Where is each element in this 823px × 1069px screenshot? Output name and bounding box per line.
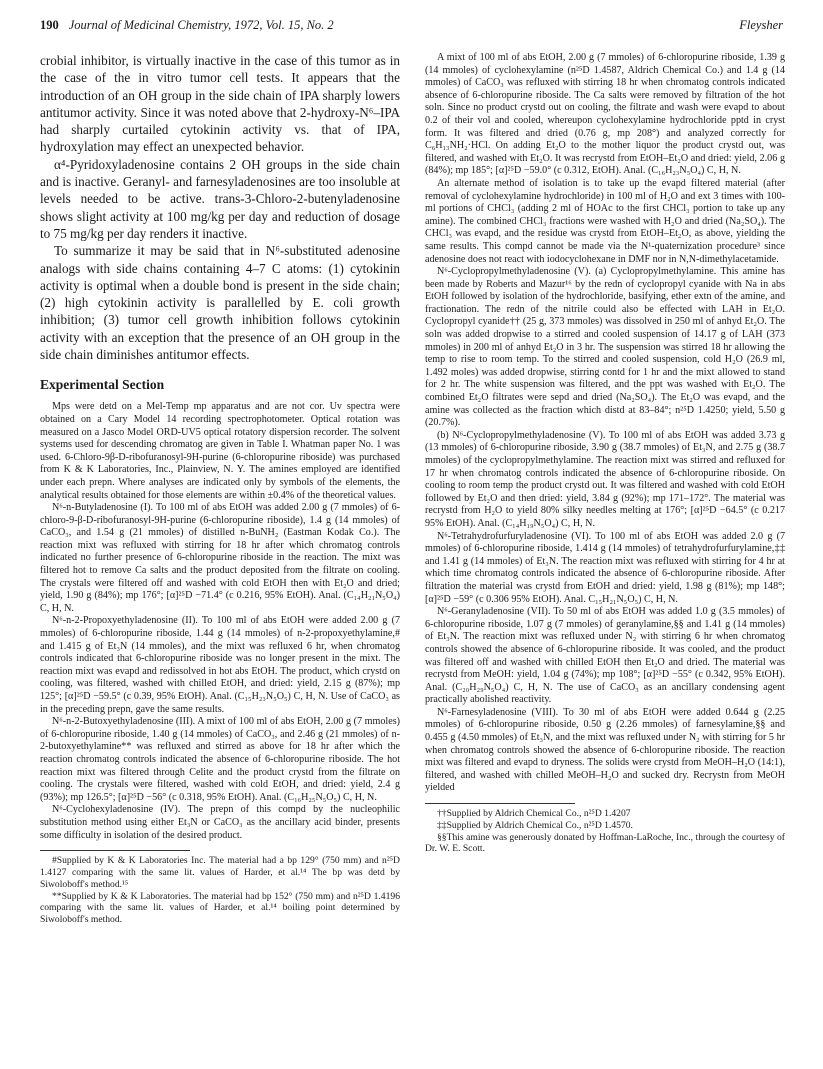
footnote: ††Supplied by Aldrich Chemical Co., n²⁵D 1.4207: [437, 808, 631, 820]
experimental-paragraph: N⁶-Geranyladenosine (VII). To 50 ml of abs EtOH was added 1.0 g (3.5 mmoles) of 6-chloropurine riboside, 1.07 g (7 mmoles) of geranylamine,§§ and 1.41 g (14 mmoles) of Et₃N. The reaction mixt was refluxed under N₂ with stirring 6 hr when chromatog controls showed the absence of 6-chloropurine riboside. It was cooled, and the product was filtered off and washed with chilled EtOH then Et₂O and dried. The material was recrystd from MeOH: yield, 1.04 g (74%); mp 108°; [α]²⁵D −55° (c 0.342, 95% EtOH). Anal. (C₂₀H₂₉N₅O₄) C, H, N. The use of CaCO₃ as an ancillary condensing agent practically abolished reactivity.: [425, 606, 785, 706]
journal-citation: Journal of Medicinal Chemistry, 1972, Vol. 15, No. 2: [68, 18, 334, 32]
experimental-paragraph: N⁶-Farnesyladenosine (VIII). To 30 ml of abs EtOH were added 0.644 g (2.25 mmoles) of 6-chloropurine riboside, 0.50 g (2.26 mmoles) of farnesylamine,§§ and 0.455 g (4.50 mmoles) of Et₃N, and the mixt was refluxed under N₂ with stirring for 5 hr when chromatog controls showed the absence of 6-chloropurine riboside. The reaction mixt was filtered and evapd to dryness. The solids were crystd from MeOH–H₂O (14:1), filtered, and washed with chilled MeOH–H₂O and sucked dry. Recrystn from MeOH yielded: [425, 706, 785, 794]
body-paragraph: α⁴-Pyridoxyladenosine contains 2 OH groups in the side chain and is inactive. Geranyl- and farnesyladenosines are too insoluble at levels needed to be active. trans-3-Chloro-2-butenyladenosine shows slight activity at 100 mg/kg per day and reduction of dosage to 75 mg/kg per day renders it inactive.: [40, 156, 400, 241]
experimental-paragraph: N⁶-Cyclohexyladenosine (IV). The prepn of this compd by the nucleophilic substitution method using either Et₃N or CaCO₃ as the ancillary acid binder, presents some difficulty in isolation of the desired product.: [40, 804, 400, 841]
experimental-paragraph: Mps were detd on a Mel-Temp mp apparatus and are not cor. Uv spectra were obtained on a Cary Model 14 recording spectrophotometer. Optical rotation was measured on a Jasco Model ORD-UV5 optical rotatory dispersion recorder. The solvent systems used for descending chromatog are given in Table I. Whatman paper No. 1 was used. 6-Chloro-9β-D-ribofuranosyl-9H-purine (6-chloropurine riboside) was purchased from K & K Laboratories, Inc., Plainview, N. Y. The amines employed are identified under each prepn. Where analyses are indicated only by symbols of the elements, the analytical results obtained for those elements are within ±0.4% of the theoretical values.: [40, 401, 400, 501]
experimental-paragraph: N⁶-n-2-Butoxyethyladenosine (III). A mixt of 100 ml of abs EtOH, 2.00 g (7 mmoles) of 6-chloropurine riboside, 1.40 g (14 mmoles) of CaCO₃, and 2.46 g (21 mmoles) of n-2-butoxyethylamine** was refluxed and stirred as above for 18 hr after which the reaction chromatog controls indicated the absence of 6-chloropurine riboside. The hot reaction mixt was filtered through Celite and the product crystd from the filtrate on cooling. The crystals were filtered, washed with cold EtOH, and dried: yield, 2.4 g (93%); mp 126.5°; [α]²⁵D −56° (c 0.318, 95% EtOH). Anal. (C₁₆H₂₅N₅O₅) C, H, N.: [40, 716, 400, 803]
footnote: §§This amine was generously donated by Hoffman-LaRoche, Inc., through the courtesy of Dr. W. E. Scott.: [425, 831, 785, 855]
body-paragraph: To summarize it may be said that in N⁶-substituted adenosine analogs with side chains containing 4–7 C atoms: (1) cytokinin activity is optimal when a double bond is present in the side chain; (2) high cytokinin activity is parallelled by E. coli growth inhibition; (3) tumor cell growth inhibition follows cytokinin activity with an exception that the presence of an OH group in the side chain diminishes antitumor effects.: [40, 243, 400, 363]
experimental-paragraph: N⁶-Cyclopropylmethyladenosine (V). (a) Cyclopropylmethylamine. This amine has been made by Roberts and Mazur¹⁶ by the redn of cyclopropyl cyanide with Na in abs EtOH followed by isolation of the hydrochloride, basifying, ether extn of the amine, and fractionation. The redn of the nitrile could also be effected with LAH in Et₂O. Cyclopropyl cyanide†† (25 g, 373 mmoles) was dissolved in 250 ml of anhyd Et₂O. The soln was added dropwise to a stirred and cooled suspension of 14.17 g of LAH (373 mmoles) in 200 ml of anhyd Et₂O in 3 hr. The suspension was stirred 18 hr allowing the temp to rise to room temp. To the stirred and cooled suspension, cold H₂O (26.9 ml, 1.492 moles) was added dropwise, stirring contd for 1 hr and the mixt allowed to stand for 2 hr. The white suspension was filtered, and the ppt was washed with Et₂O. The combined Et₂O filtrates were sepd and dried (Na₂SO₄). The Et₂O was evapd, and the amine was collected as the fraction which distd at 83–84°; n²⁵D 1.4250; yield, 5.50 g (20.7%).: [425, 266, 785, 429]
running-author: Fleysher: [739, 18, 783, 32]
footnote-divider: [425, 803, 575, 804]
footnote: #Supplied by K & K Laboratories Inc. The material had a bp 129° (750 mm) and n²⁵D 1.4127 comparing with the same lit. values of Harder, et al.¹⁴ The bp was detd by Siwoloboff's method.¹⁵: [40, 855, 400, 890]
left-column: [40, 52, 400, 1053]
footnote-divider: [40, 850, 190, 851]
experimental-paragraph: A mixt of 100 ml of abs EtOH, 2.00 g (7 mmoles) of 6-chloropurine riboside, 1.39 g (14 mmoles) of cyclohexylamine (n²⁵D 1.4587, Aldrich Chemical Co.) and 1.4 g (14 mmoles) of CaCO₃ was refluxed with stirring 18 hr when chromatog controls indicated absence of 6-chloropurine riboside. The Ca salts were removed by filtration of the hot soln. Since no product crystd out on cooling, the filtrate and wash were evapd to about 0.2 of their vol and cooled, whereupon cyclohexylamine hydrochloride pptd in cryst form. It was filtered and dried (0.76 g, mp 208°) and analyzed correctly for C₆H₁₃NH₂·HCl. On adding Et₂O to the mother liquor the product crystd out, was filtered, and washed with Et₂O. It was recrystd from EtOH–Et₂O and dried: yield, 2.06 g (84%); mp 185°; [α]²⁵D −59.0° (c 0.312, EtOH). Anal. (C₁₆H₂₃N₅O₄) C, H, N.: [425, 52, 785, 177]
right-column: [425, 52, 785, 1053]
experimental-paragraph: N⁶-n-Butyladenosine (I). To 100 ml of abs EtOH was added 2.00 g (7 mmoles) of 6-chloro-9-β-D-ribofuranosyl-9H-purine (6-chloropurine riboside), 1.4 g (14 mmoles) of CaCO₃, and 1.54 g (21 mmoles) of distilled n-BuNH₂ (Eastman Kodak Co.). The reaction mixt was refluxed with stirring for 18 hr after which chromatog controls indicated no further presence of 6-chloropurine riboside in the reaction. The mixt was filtered hot to remove Ca salts and the product deposited from the filtrate on cooling. The crystals were filtered off and washed with cold EtOH then with Et₂O and dried; yield, 1.90 g (84%); mp 176°; [α]²⁵D −71.4° (c 0.216, 95% EtOH). Anal. (C₁₄H₂₁N₅O₄) C, H, N.: [40, 502, 400, 614]
page-header: [40, 18, 783, 40]
section-heading: Experimental Section: [40, 377, 165, 393]
experimental-paragraph: N⁶-Tetrahydrofurfuryladenosine (VI). To 100 ml of abs EtOH was added 2.0 g (7 mmoles) of 6-chloropurine riboside, 1.414 g (14 mmoles) of tetrahydrofurfurylamine,‡‡ and 1.41 g (14 mmoles) of Et₃N. The reaction mixt was refluxed with stirring for 4 hr at which time chromatog controls indicated the absence of 6-chloropurine riboside. After filtration the material was crystd from EtOH and dried: yield, 1.98 g (81%); mp 148°; [α]²⁵D −59° (c 0.306 95% EtOH). Anal. C₁₅H₂₁N₅O₅) C, H, N.: [425, 530, 785, 605]
experimental-paragraph: (b) N⁶-Cyclopropylmethyladenosine (V). To 100 ml of abs EtOH was added 3.73 g (13 mmoles) of 6-chloropurine riboside, 3.90 g (38.7 mmoles) of Et₃N, and 2.75 g (38.7 mmoles) of the cyclopropylmethylamine. The reaction mixt was stirred and refluxed for 17 hr when chromatog controls indicated the absence of 6-chloropurine riboside. On cooling to room temp the product crystd out. It was filtered and washed with cold EtOH followed by Et₂O and then dried: yield, 3.84 g (92%); mp 171–172°. The material was recrystd from H₂O to yield 80% silky needles melting at 176°; [α]²⁵D −64.5° (c 0.217 95% EtOH). Anal. (C₁₄H₁₉N₅O₄) C, H, N.: [425, 429, 785, 529]
page-number: 190: [40, 18, 59, 32]
footnote: **Supplied by K & K Laboratories. The material had bp 152° (750 mm) and n²⁵D 1.4196 comparing with the same lit. values of Harder, et al.¹⁴ boiling point determined by Siwoloboff's method.: [40, 890, 400, 926]
footnote: ‡‡Supplied by Aldrich Chemical Co., n²⁵D 1.4570.: [437, 819, 633, 831]
experimental-paragraph: An alternate method of isolation is to take up the evapd filtered material (after removal of cyclohexylamine hydrochloride) in 100 ml of H₂O and ext 3 times with 100-ml portions of CHCl₃ (adding 2 ml of HOAc to the first CHCl₃ portion to take up any amine). The combined CHCl₃ fractions were washed with H₂O and dried (Na₂SO₄). The CHCl₃ was evapd, and the residue was crystd from EtOH–Et₂O, as above, yielding the same results. This compd cannot be made via the N¹-quaternization procedure³ since adenosine does not react with iodocyclohexane in DMF nor in N,N-dimethylacetamide.: [425, 177, 785, 265]
experimental-paragraph: N⁶-n-2-Propoxyethyladenosine (II). To 100 ml of abs EtOH were added 2.00 g (7 mmoles) of 6-chloropurine riboside, 1.44 g (14 mmoles) of n-2-propoxyethylamine,# and 1.415 g of Et₃N (14 mmoles), and the mixt was refluxed 6 hr, when chromatog controls indicated that 6-chloropurine riboside was no longer present in the mixt. The reaction mixt was evapd and redissolved in hot abs EtOH. The product, which crystd on cooling, was filtered, washed with chilled EtOH, and dried: yield, 2.15 g (87%); mp 125°; [α]²⁵D −59.5° (c 0.39, 95% EtOH). Anal. (C₁₅H₂₃N₅O₅) C, H, N. Use of CaCO₃ as in the preceding prepn, gave the same results.: [40, 615, 400, 715]
body-paragraph: crobial inhibitor, is virtually inactive in the case of this tumor as in the case of the in vitro tumor cell tests. It appears that the introduction of an OH group in the side chain of IPA sharply lowers antitumor activity. Since it was noted above that 2-hydroxy-N⁶–IPA had sharply curtailed cytokinin activity vs. that of IPA, hydroxylation may effect an unexpected behavior.: [40, 53, 400, 155]
